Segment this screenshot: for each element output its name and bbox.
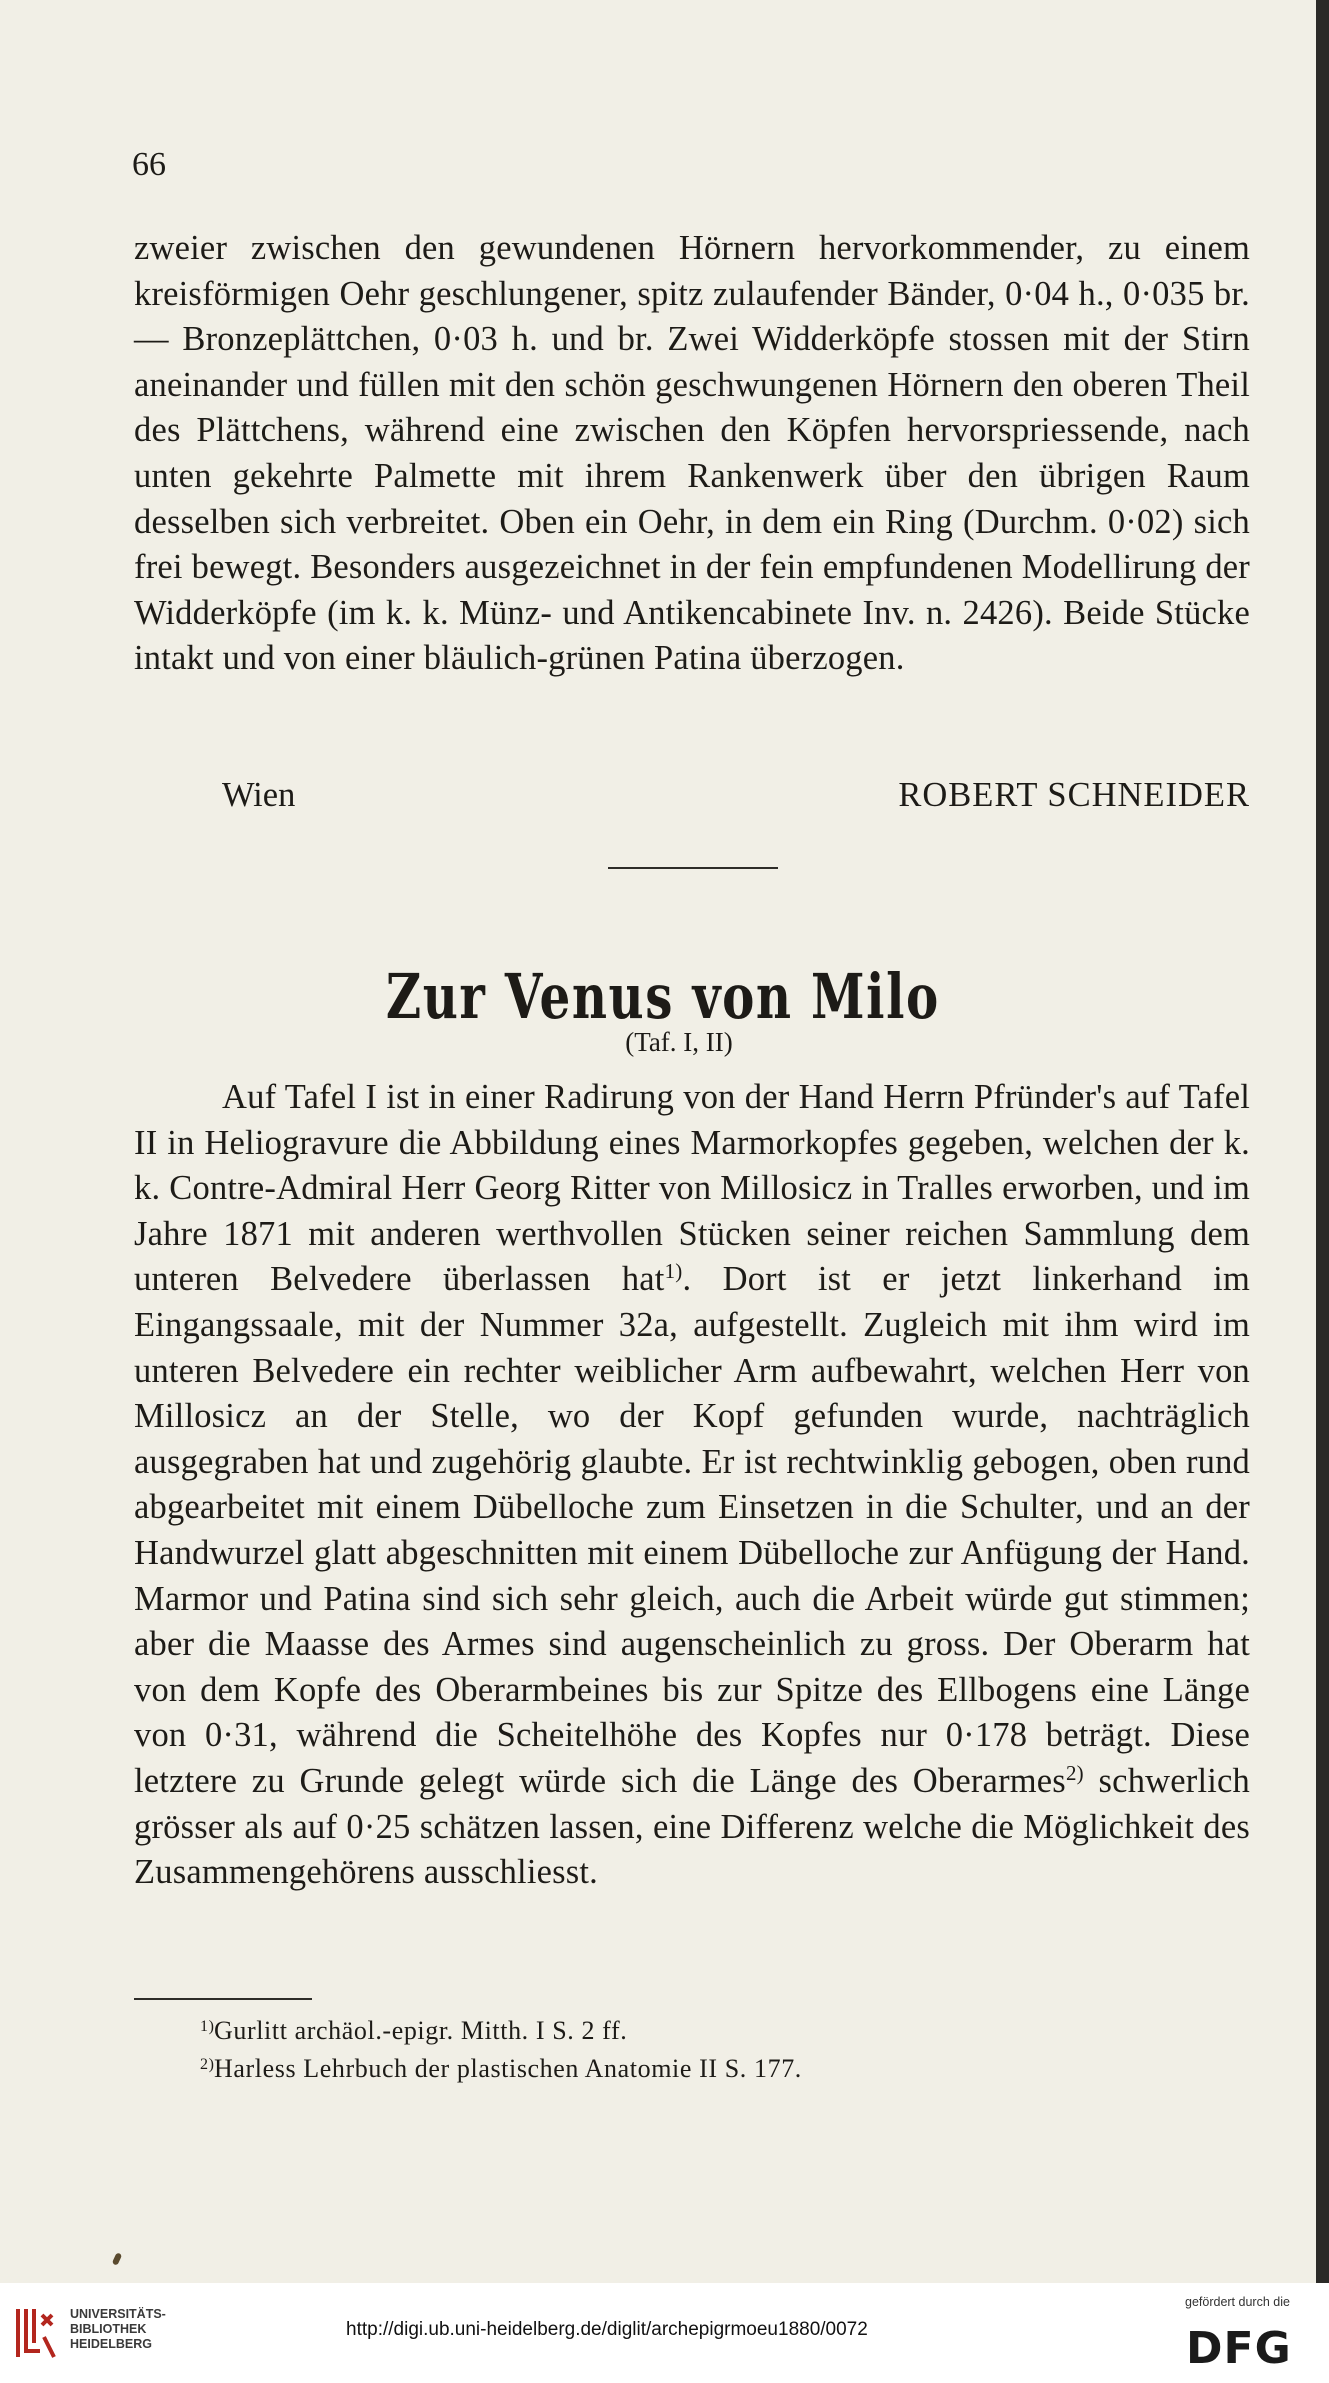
paragraph-2-part-1: Auf Tafel I ist in einer Radirung von der Hand Herrn Pfründer's auf Tafel II in Heliogravure die Abbildung eines Marmorkopfes gegeben, welchen der k. k. Contre-Admiral Herr Georg Ritter von Millosicz in Tralles erworben, und im Jahre 1871 mit anderen werthvollen Stücken seiner reichen Sammlung dem unteren Belvedere überlassen hat [134,1078,1250,1299]
paragraph-2-part-2: . Dort ist er jetzt linkerhand im Eingangssaale, mit der Nummer 32a, aufgestellt. Zugleich mit ihm wird im unteren Belvedere ein rechter weiblicher Arm aufbewahrt, welchen Herr von Millosicz an der Stelle, wo der Kopf gefunden wurde, nachträglich ausgegraben hat und zugehörig glaubte. Er ist rechtwinklig gebogen, oben rund abgearbeitet mit einem Dübelloche zum Einsetzen in die Schulter, und an der Handwurzel glatt abgeschnitten mit einem Dübelloche zur Anfügung der Hand. Marmor und Patina sind sich sehr gleich, auch die Arbeit würde gut stimmen; aber die Maasse des Armes sind augenscheinlich zu gross. Der Oberarm hat von dem Kopfe des Oberarmbeines bis zur Spitze des Ellbogens eine Länge von 0·31, während die Scheitelhöhe des Kopfes nur 0·178 beträgt. Diese letztere zu Grunde gelegt würde sich die Länge des Oberarmes [134,1260,1250,1800]
library-line-3: HEIDELBERG [70,2337,152,2351]
paragraph-1-text: zweier zwischen den gewundenen Hörnern hervorkommender, zu einem kreisförmigen Oehr geschlungener, spitz zulaufender Bänder, 0·04 h., 0·035 br. — Bronzeplättchen, 0·03 h. und br. Zwei Widderköpfe stossen mit der Stirn aneinander und füllen mit den schön geschwungenen Hörnern den oberen Theil des Plättchens, während eine zwischen den Köpfen hervorspriessende, nach unten gekehrte Palmette mit ihrem Rankenwerk über den übrigen Raum desselben sich verbreitet. Oben ein Oehr, in dem ein Ring (Durchm. 0·02) sich frei bewegt. Besonders ausgezeichnet in der fein empfundenen Modellirung der Widderköpfe (im k. k. Münz- und Antikencabinete Inv. n. 2426). Beide Stücke intakt und von einer bläulich-grünen Patina überzogen. [134,229,1250,678]
footnote-ref-2: 2) [1065,1760,1084,1785]
library-line-1: UNIVERSITÄTS- [70,2307,166,2321]
section-divider [608,867,778,869]
footnote-1-marker: 1) [200,2018,215,2035]
article-body [134,1075,1250,1896]
funding-caption: gefördert durch die [1185,2295,1290,2309]
footnote-2-marker: 2) [200,2056,215,2073]
page-edge-shadow [1316,0,1329,2283]
paragraph-2-part-3: schwerlich grösser als auf 0·25 schätzen lassen, eine Differenz welche die Möglichkeit des Zusammengehörens ausschliesst. [134,1761,1250,1892]
signature-line [222,776,1250,815]
signature-place: Wien [222,776,296,814]
dfg-logo: DFG [1186,2323,1292,2374]
footnote-2-text: Harless Lehrbuch der plastischen Anatomie II S. 177. [214,2054,802,2083]
footnote-divider [134,1998,312,2000]
footnote-ref-1: 1) [664,1259,683,1284]
ink-speck [112,2252,123,2265]
paragraph-2 [134,1075,1250,1896]
footnotes [200,2012,802,2088]
university-library-logo-icon [12,2303,58,2363]
footer-bar [0,2283,1329,2383]
paragraph-continued [134,226,1250,682]
article-title: Zur Venus von Milo [385,960,940,1033]
signature-author: ROBERT SCHNEIDER [898,776,1250,814]
page-number: 66 [132,146,166,183]
footnote-1-text: Gurlitt archäol.-epigr. Mitth. I S. 2 ff. [214,2016,628,2045]
plate-reference: (Taf. I, II) [625,1027,733,1057]
footnote-1 [200,2012,802,2050]
permalink-url[interactable]: http://digi.ub.uni-heidelberg.de/diglit/archepigrmoeu1880/0072 [346,2319,868,2340]
library-line-2: BIBLIOTHEK [70,2322,147,2336]
library-name [70,2307,166,2352]
footnote-2 [200,2050,802,2088]
